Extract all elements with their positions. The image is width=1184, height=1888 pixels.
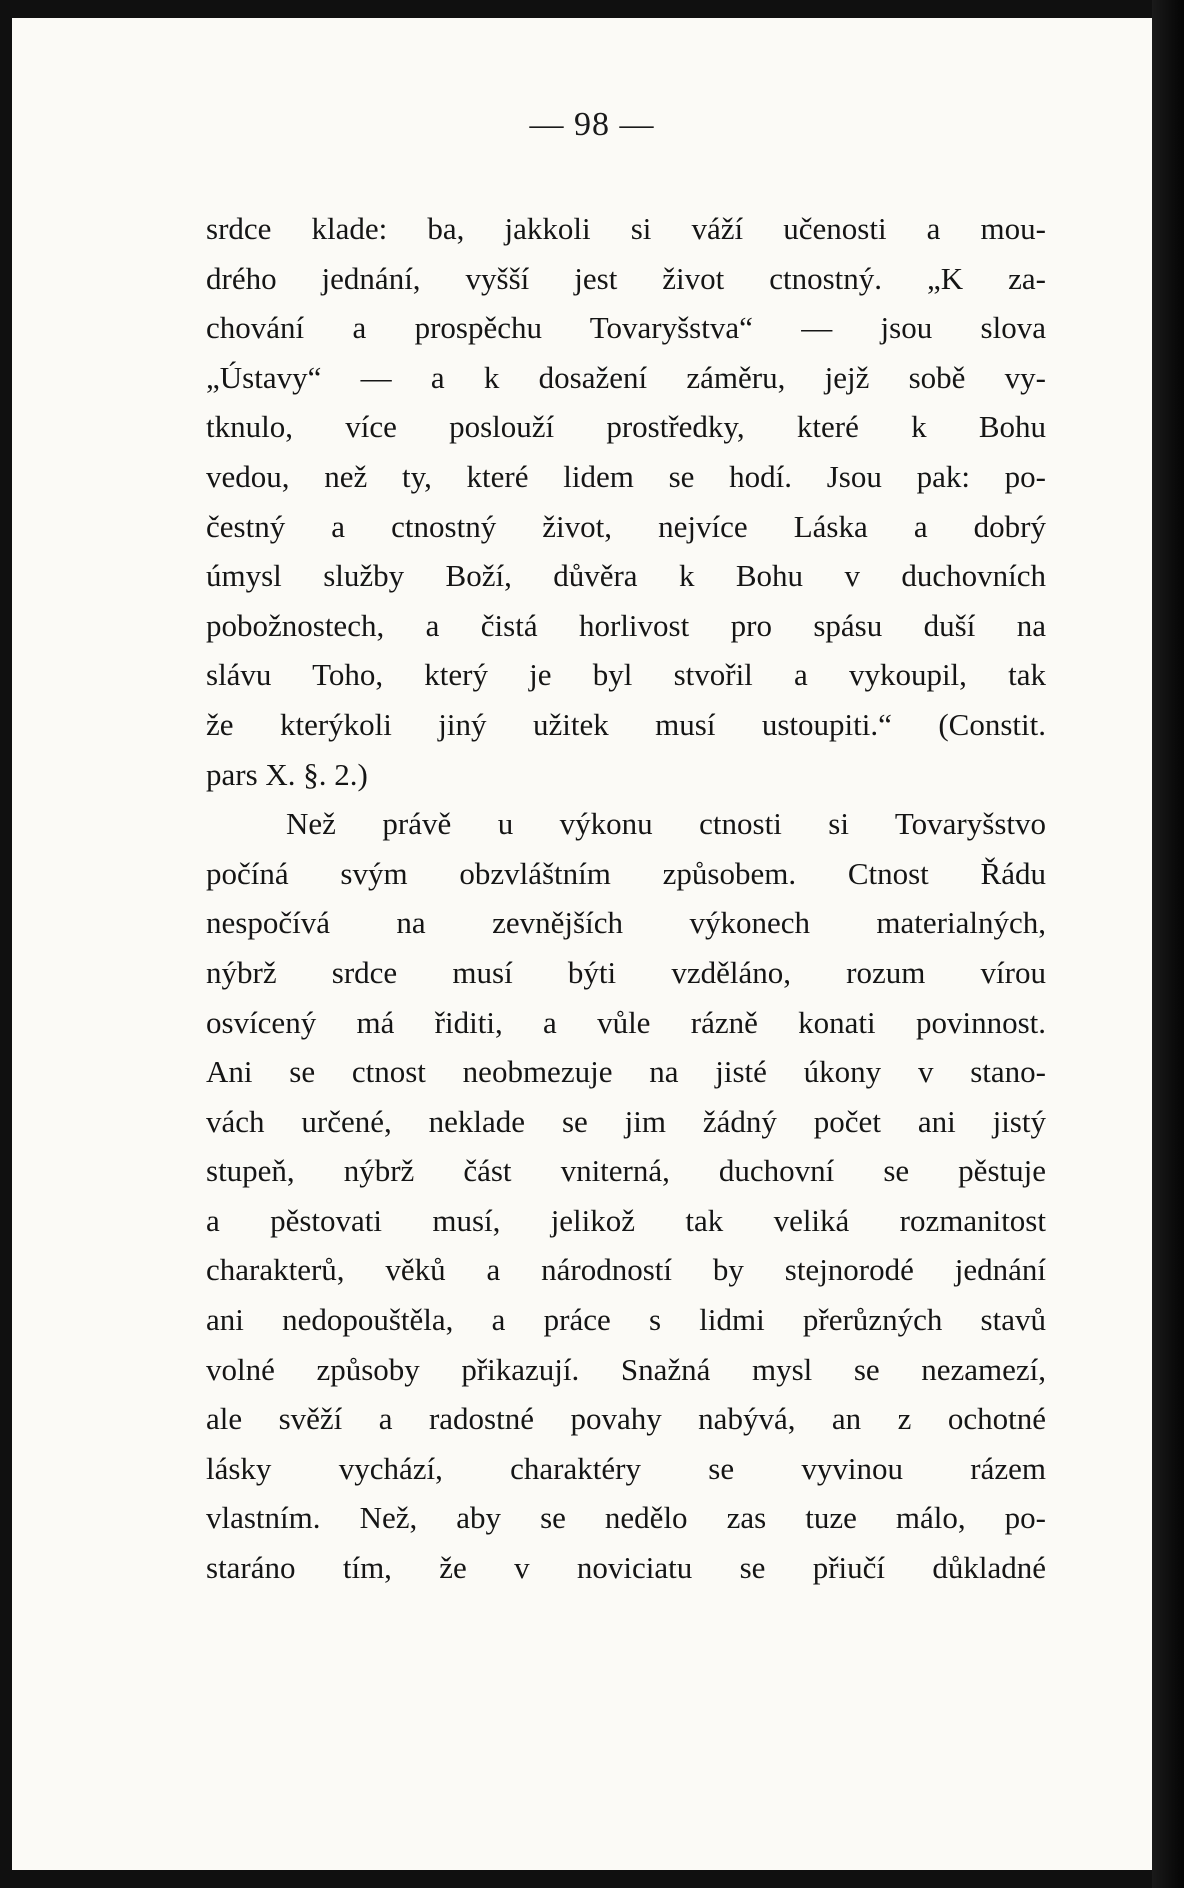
text-line: charakterů, věků a národností by stejnorodé jednání (206, 1252, 1046, 1288)
text-line: vedou, než ty, které lidem se hodí. Jsou pak: po- (206, 458, 1046, 494)
text-line: stupeň, nýbrž část vniterná, duchovní se pěstuje (206, 1153, 1046, 1189)
text-line: staráno tím, že v noviciatu se přiučí důkladné (206, 1550, 1046, 1586)
text-line: tknulo, více poslouží prostředky, které k Bohu (206, 409, 1046, 445)
text-line: Než právě u výkonu ctnosti si Tovaryšstvo (286, 806, 1046, 842)
text-line: úmysl služby Boží, důvěra k Bohu v duchovních (206, 558, 1046, 594)
text-line: lásky vychází, charaktéry se vyvinou rázem (206, 1450, 1046, 1486)
text-line: vách určené, neklade se jim žádný počet ani jistý (206, 1103, 1046, 1139)
text-line: a pěstovati musí, jelikož tak veliká rozmanitost (206, 1202, 1046, 1238)
text-line: chování a prospěchu Tovaryšstva“ — jsou slova (206, 310, 1046, 346)
text-line: počíná svým obzvláštním způsobem. Ctnost Řádu (206, 855, 1046, 891)
text-line: nespočívá na zevnějších výkonech materialných, (206, 905, 1046, 941)
text-line: „Ústavy“ — a k dosažení záměru, jejž sobě vy- (206, 359, 1046, 395)
text-line: pars X. §. 2.) (206, 756, 368, 792)
text-line: osvícený má řiditi, a vůle rázně konati povinnost. (206, 1004, 1046, 1040)
text-line: že kterýkoli jiný užitek musí ustoupiti.“ (Constit. (206, 706, 1046, 742)
paragraph (206, 204, 1046, 799)
text-line: čestný a ctnostný život, nejvíce Láska a dobrý (206, 508, 1046, 544)
text-line: ani nedopouštěla, a práce s lidmi přerůzných stavů (206, 1302, 1046, 1338)
page-number: — 98 — (529, 106, 655, 143)
text-line: srdce klade: ba, jakkoli si váží učenosti a mou- (206, 211, 1046, 246)
text-line: nýbrž srdce musí býti vzděláno, rozum vírou (206, 954, 1046, 990)
text-line: pobožnostech, a čistá horlivost pro spásu duší na (206, 607, 1046, 643)
text-line: drého jednání, vyšší jest život ctnostný. „K za- (206, 260, 1046, 296)
text-line: volné způsoby přikazují. Snažná mysl se nezamezí, (206, 1351, 1046, 1387)
text-line: vlastním. Než, aby se nedělo zas tuze málo, po- (206, 1500, 1046, 1536)
page-text (206, 204, 1046, 1593)
text-line: ale svěží a radostné povahy nabývá, an z ochotné (206, 1401, 1046, 1437)
scan-edge-shadow (1152, 0, 1184, 1888)
paragraph (206, 799, 1046, 1593)
text-line: Ani se ctnost neobmezuje na jisté úkony v stano- (206, 1054, 1046, 1090)
text-line: slávu Toho, který je byl stvořil a vykoupil, tak (206, 657, 1046, 693)
